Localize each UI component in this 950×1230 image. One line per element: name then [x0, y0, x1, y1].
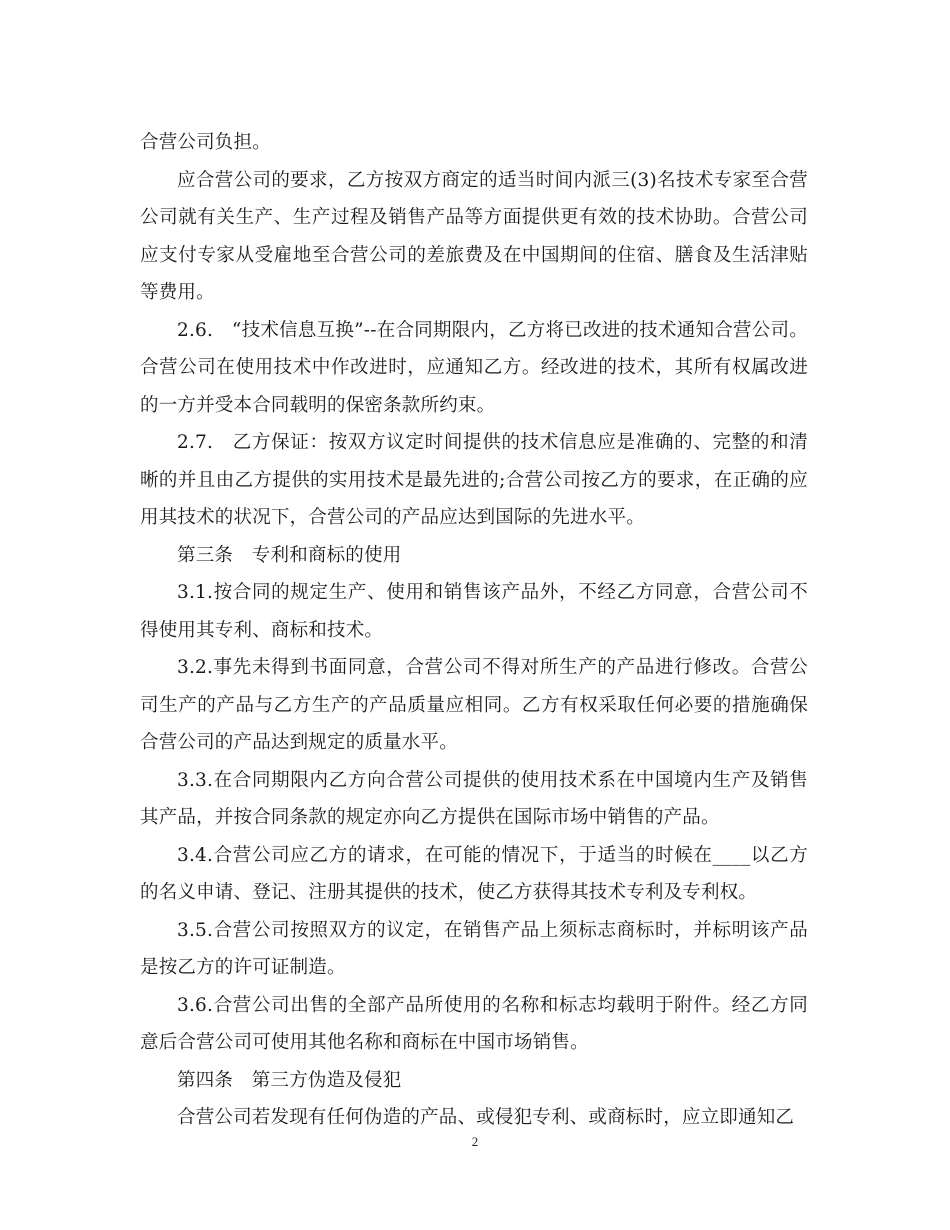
paragraph-counterfeit-notice: 合营公司若发现有任何伪造的产品、或侵犯专利、或商标时，应立即通知乙 — [177, 1107, 795, 1128]
clause-3-3: 3.3.在合同期限内乙方向合营公司提供的使用技术系在中国境内生产及销售其产品，并按合同条款的规定亦向乙方提供在国际市场中销售的产品。 — [140, 769, 808, 828]
clause-3-6: 3.6.合营公司出售的全部产品所使用的名称和标志均载明于附件。经乙方同意后合营公司可使用其他名称和商标在中国市场销售。 — [140, 994, 808, 1053]
document-body — [140, 124, 808, 1137]
article-3-heading: 第三条 专利和商标的使用 — [177, 544, 402, 566]
paragraph-expert-dispatch: 应合营公司的要求，乙方按双方商定的适当时间内派三(3)名技术专家至合营公司就有关生产、生产过程及销售产品等方面提供更有效的技术协助。合营公司应支付专家从受雇地至合营公司的差旅费及在中国期间的住宿、膳食及生活津贴等费用。 — [140, 169, 808, 303]
paragraph-continuation: 合营公司负担。 — [140, 132, 271, 153]
clause-2-7: 2.7. 乙方保证：按双方议定时间提供的技术信息应是准确的、完整的和清晰的并且由乙方提供的实用技术是最先进的;合营公司按乙方的要求，在正确的应用其技术的状况下，合营公司的产品应达到国际的先进水平。 — [140, 432, 808, 528]
article-4-heading: 第四条 第三方伪造及侵犯 — [177, 1069, 402, 1091]
clause-2-6: 2.6. “技术信息互换”--在合同期限内，乙方将已改进的技术通知合营公司。合营公司在使用技术中作改进时，应通知乙方。经改进的技术，其所有权属改进的一方并受本合同载明的保密条款所约束。 — [140, 319, 808, 416]
clause-3-5: 3.5.合营公司按照双方的议定，在销售产品上须标志商标时，并标明该产品是按乙方的许可证制造。 — [140, 919, 808, 978]
clause-3-2: 3.2.事先未得到书面同意，合营公司不得对所生产的产品进行修改。合营公司生产的产品与乙方生产的产品质量应相同。乙方有权采取任何必要的措施确保合营公司的产品达到规定的质量水平。 — [140, 657, 808, 753]
page-number: 2 — [471, 1134, 479, 1149]
clause-3-1: 3.1.按合同的规定生产、使用和销售该产品外，不经乙方同意，合营公司不得使用其专利、商标和技术。 — [140, 582, 808, 641]
clause-3-4: 3.4.合营公司应乙方的请求，在可能的情况下，于适当的时候在____以乙方的名义申请、登记、注册其提供的技术，使乙方获得其技术专利及专利权。 — [140, 844, 808, 903]
